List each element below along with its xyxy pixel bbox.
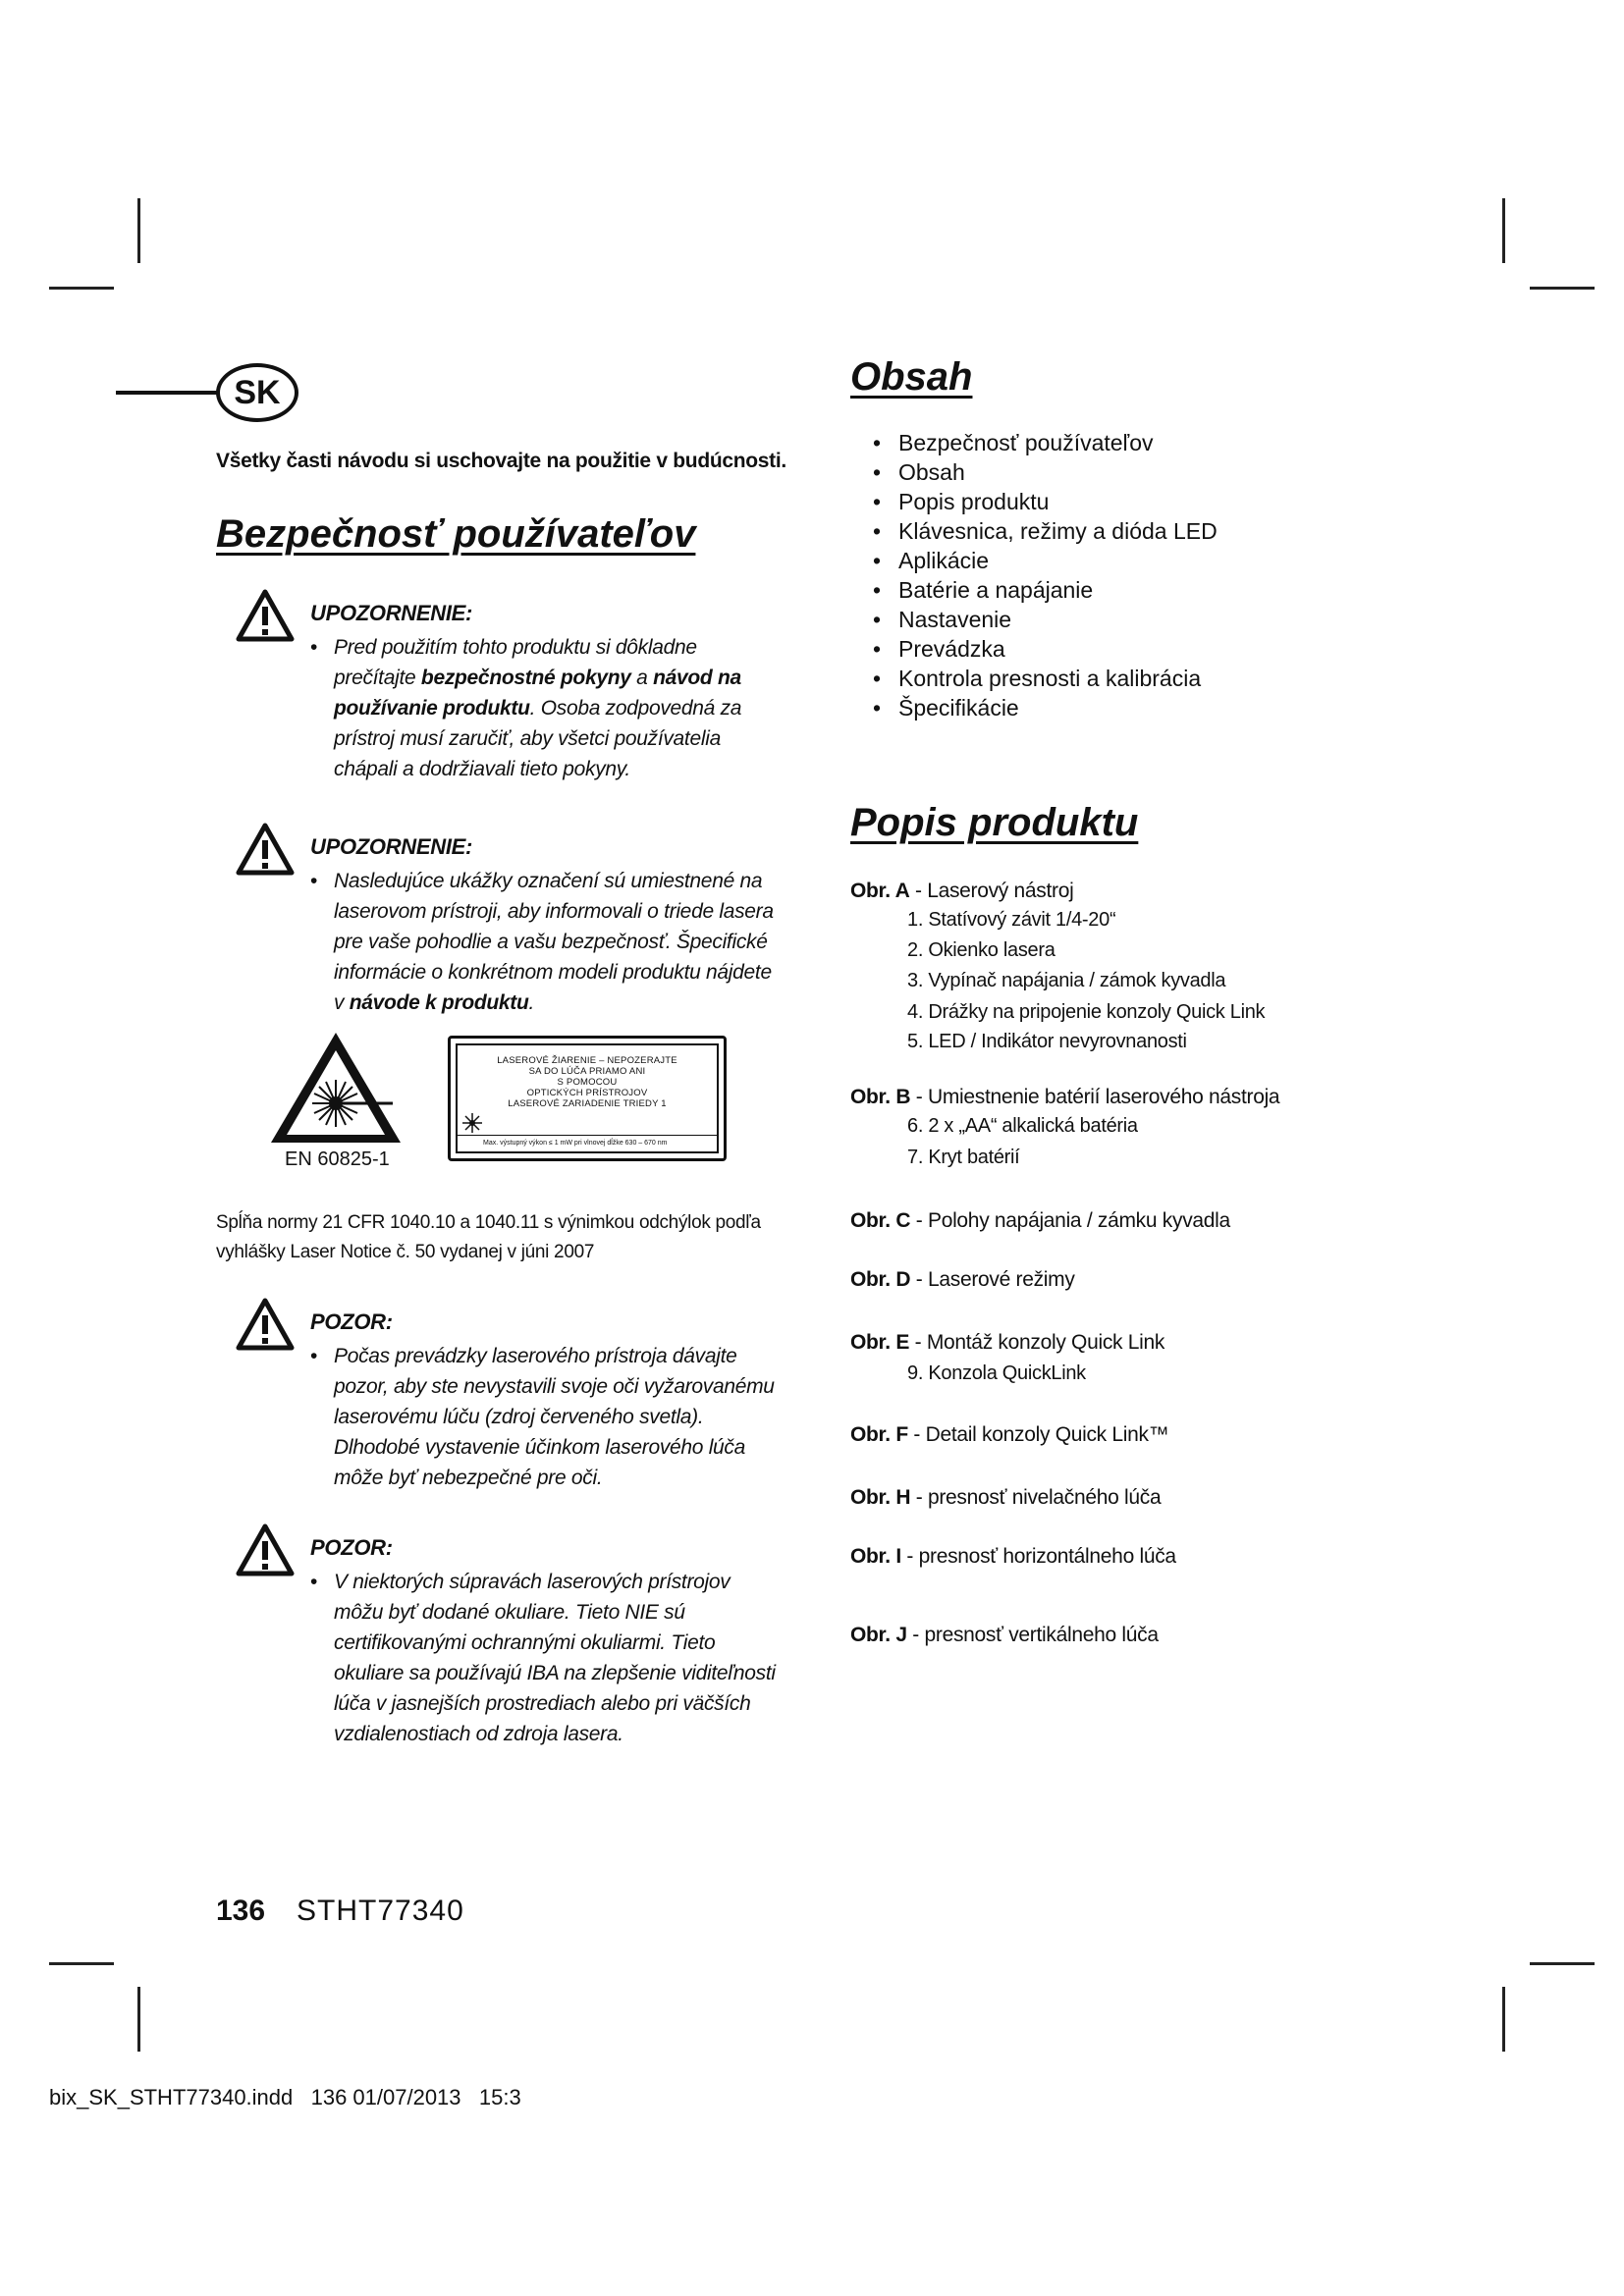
bullet: • xyxy=(310,1571,318,1593)
warning-body xyxy=(310,866,893,1018)
figure-subitem: 7. Kryt batérií xyxy=(907,1147,1020,1168)
warning-line: pre vaše pohodlie a vašu bezpečnosť. Špecifické xyxy=(334,931,768,953)
crop-mark xyxy=(49,1962,114,1965)
warning-title: UPOZORNENIE: xyxy=(310,834,473,859)
bullet: • xyxy=(310,1345,318,1367)
intro-note: Všetky časti návodu si uschovajte na použitie v budúcnosti. xyxy=(216,450,786,472)
figure-subitem: 1. Statívový závit 1/4-20“ xyxy=(907,909,1116,931)
crop-mark xyxy=(1530,287,1595,290)
page-number: 136 xyxy=(216,1895,266,1927)
laser-label-small: Max. výstupný výkon ≤ 1 mW pri vlnovej dĺžke 630 – 670 nm xyxy=(458,1135,717,1151)
figure-item: Obr. A - Laserový nástroj xyxy=(850,880,1074,902)
warning-body xyxy=(310,1341,893,1493)
toc-item: • Špecifikácie xyxy=(873,693,1218,722)
warning-triangle-icon xyxy=(236,823,295,876)
warning-triangle-icon xyxy=(236,1523,295,1576)
figure-subitem: 4. Drážky na pripojenie konzoly Quick Link xyxy=(907,1001,1266,1023)
warning-line: v návode k produktu. xyxy=(334,991,535,1014)
laser-label-text xyxy=(458,1055,717,1109)
figure-item: Obr. H - presnosť nivelačného lúča xyxy=(850,1486,1162,1509)
figure-subitem: 9. Konzola QuickLink xyxy=(907,1362,1086,1384)
crop-mark xyxy=(49,287,114,290)
warning-line: môže byť nebezpečné pre oči. xyxy=(334,1467,603,1489)
warning-line: používanie produktu. Osoba zodpovedná za xyxy=(334,697,742,720)
warning-line: Počas prevádzky laserového prístroja dávajte xyxy=(334,1345,737,1367)
warning-body xyxy=(310,1567,893,1749)
figure-item: Obr. B - Umiestnenie batérií laserového nástroja xyxy=(850,1086,1280,1108)
language-badge: SK xyxy=(216,363,298,422)
crop-mark xyxy=(137,1987,140,2052)
laser-standard-caption: EN 60825-1 xyxy=(285,1148,390,1170)
product-title: Popis produktu xyxy=(850,801,1139,844)
figure-subitem: 6. 2 x „AA“ alkalická batéria xyxy=(907,1115,1138,1137)
crop-mark xyxy=(137,198,140,263)
warning-line: V niektorých súpravách laserových prístrojov xyxy=(334,1571,731,1593)
laser-label-line: OPTICKÝCH PRÍSTROJOV xyxy=(526,1088,648,1098)
laser-label-line: SA DO LÚČA PRIAMO ANI xyxy=(528,1066,646,1077)
compliance-line: vyhlášky Laser Notice č. 50 vydanej v júni 2007 xyxy=(216,1242,595,1262)
warning-line: Pred použitím tohto produktu si dôkladne xyxy=(334,636,697,659)
figure-item: Obr. F - Detail konzoly Quick Link™ xyxy=(850,1423,1169,1446)
warning-line: informácie o konkrétnom modeli produktu nájdete xyxy=(334,961,772,984)
figure-subitem: 2. Okienko lasera xyxy=(907,939,1056,961)
crop-mark xyxy=(1502,1987,1505,2052)
laser-starburst-icon xyxy=(461,1112,483,1134)
figure-item: Obr. C - Polohy napájania / zámku kyvadla xyxy=(850,1209,1230,1232)
toc-item: • Kontrola presnosti a kalibrácia xyxy=(873,664,1218,693)
warning-line: certifikovanými ochrannými okuliarmi. Tieto xyxy=(334,1631,716,1654)
badge-line xyxy=(116,391,218,395)
warning-line: laserovému lúču (zdroj červeného svetla). xyxy=(334,1406,704,1428)
laser-label-line: S POMOCOU xyxy=(557,1077,618,1088)
figure-subitem: 3. Vypínač napájania / zámok kyvadla xyxy=(907,970,1226,991)
toc-list xyxy=(873,428,1218,722)
warning-line: Nasledujúce ukážky označení sú umiestnené na xyxy=(334,870,763,892)
figure-item: Obr. D - Laserové režimy xyxy=(850,1268,1075,1291)
warning-line: môžu byť dodané okuliare. Tieto NIE sú xyxy=(334,1601,685,1624)
toc-item: • Klávesnica, režimy a dióda LED xyxy=(873,516,1218,546)
bullet: • xyxy=(310,636,318,659)
toc-item: • Aplikácie xyxy=(873,546,1218,575)
toc-item: • Popis produktu xyxy=(873,487,1218,516)
crop-mark xyxy=(1530,1962,1595,1965)
compliance-line: Spĺňa normy 21 CFR 1040.10 a 1040.11 s výnimkou odchýlok podľa xyxy=(216,1212,761,1233)
warning-line: prečítajte bezpečnostné pokyny a návod na xyxy=(334,667,741,689)
figure-item: Obr. J - presnosť vertikálneho lúča xyxy=(850,1624,1159,1646)
warning-title: POZOR: xyxy=(310,1535,393,1560)
toc-item: • Prevádzka xyxy=(873,634,1218,664)
toc-title: Obsah xyxy=(850,355,973,399)
warning-line: prístroj musí zaručiť, aby všetci používatelia xyxy=(334,727,721,750)
warning-line: chápali a dodržiavali tieto pokyny. xyxy=(334,758,630,780)
warning-line: okuliare sa používajú IBA na zlepšenie viditeľnosti xyxy=(334,1662,776,1684)
toc-item: • Bezpečnosť používateľov xyxy=(873,428,1218,457)
warning-line: lúča v jasnejších prostrediach alebo pri väčších xyxy=(334,1692,751,1715)
crop-mark xyxy=(1502,198,1505,263)
warning-title: UPOZORNENIE: xyxy=(310,601,473,625)
laser-hazard-icon xyxy=(267,1029,405,1147)
toc-item: • Batérie a napájanie xyxy=(873,575,1218,605)
laser-label-line: LASEROVÉ ŽIARENIE – NEPOZERAJTE xyxy=(497,1055,677,1066)
toc-item: • Nastavenie xyxy=(873,605,1218,634)
figure-subitem: 5. LED / Indikátor nevyrovnanosti xyxy=(907,1031,1187,1052)
warning-line: vzdialenostiach od zdroja lasera. xyxy=(334,1723,623,1745)
figure-item: Obr. I - presnosť horizontálneho lúča xyxy=(850,1545,1176,1568)
warning-title: POZOR: xyxy=(310,1309,393,1334)
warning-line: Dlhodobé vystavenie účinkom laserového lúča xyxy=(334,1436,746,1459)
safety-title: Bezpečnosť používateľov xyxy=(216,512,696,556)
file-info: bix_SK_STHT77340.indd 136 01/07/2013 15:3 xyxy=(49,2085,521,2109)
toc-item: • Obsah xyxy=(873,457,1218,487)
warning-triangle-icon xyxy=(236,589,295,642)
warning-line: pozor, aby ste nevystavili svoje oči vyžarovanému xyxy=(334,1375,775,1398)
warning-line: laserovom prístroji, aby informovali o triede lasera xyxy=(334,900,774,923)
bullet: • xyxy=(310,870,318,892)
laser-label-line: LASEROVÉ ZARIADENIE TRIEDY 1 xyxy=(508,1098,667,1109)
figure-item: Obr. E - Montáž konzoly Quick Link xyxy=(850,1331,1165,1354)
model-number: STHT77340 xyxy=(297,1895,464,1927)
laser-warning-label xyxy=(448,1036,727,1161)
warning-body xyxy=(310,632,893,784)
warning-triangle-icon xyxy=(236,1298,295,1351)
